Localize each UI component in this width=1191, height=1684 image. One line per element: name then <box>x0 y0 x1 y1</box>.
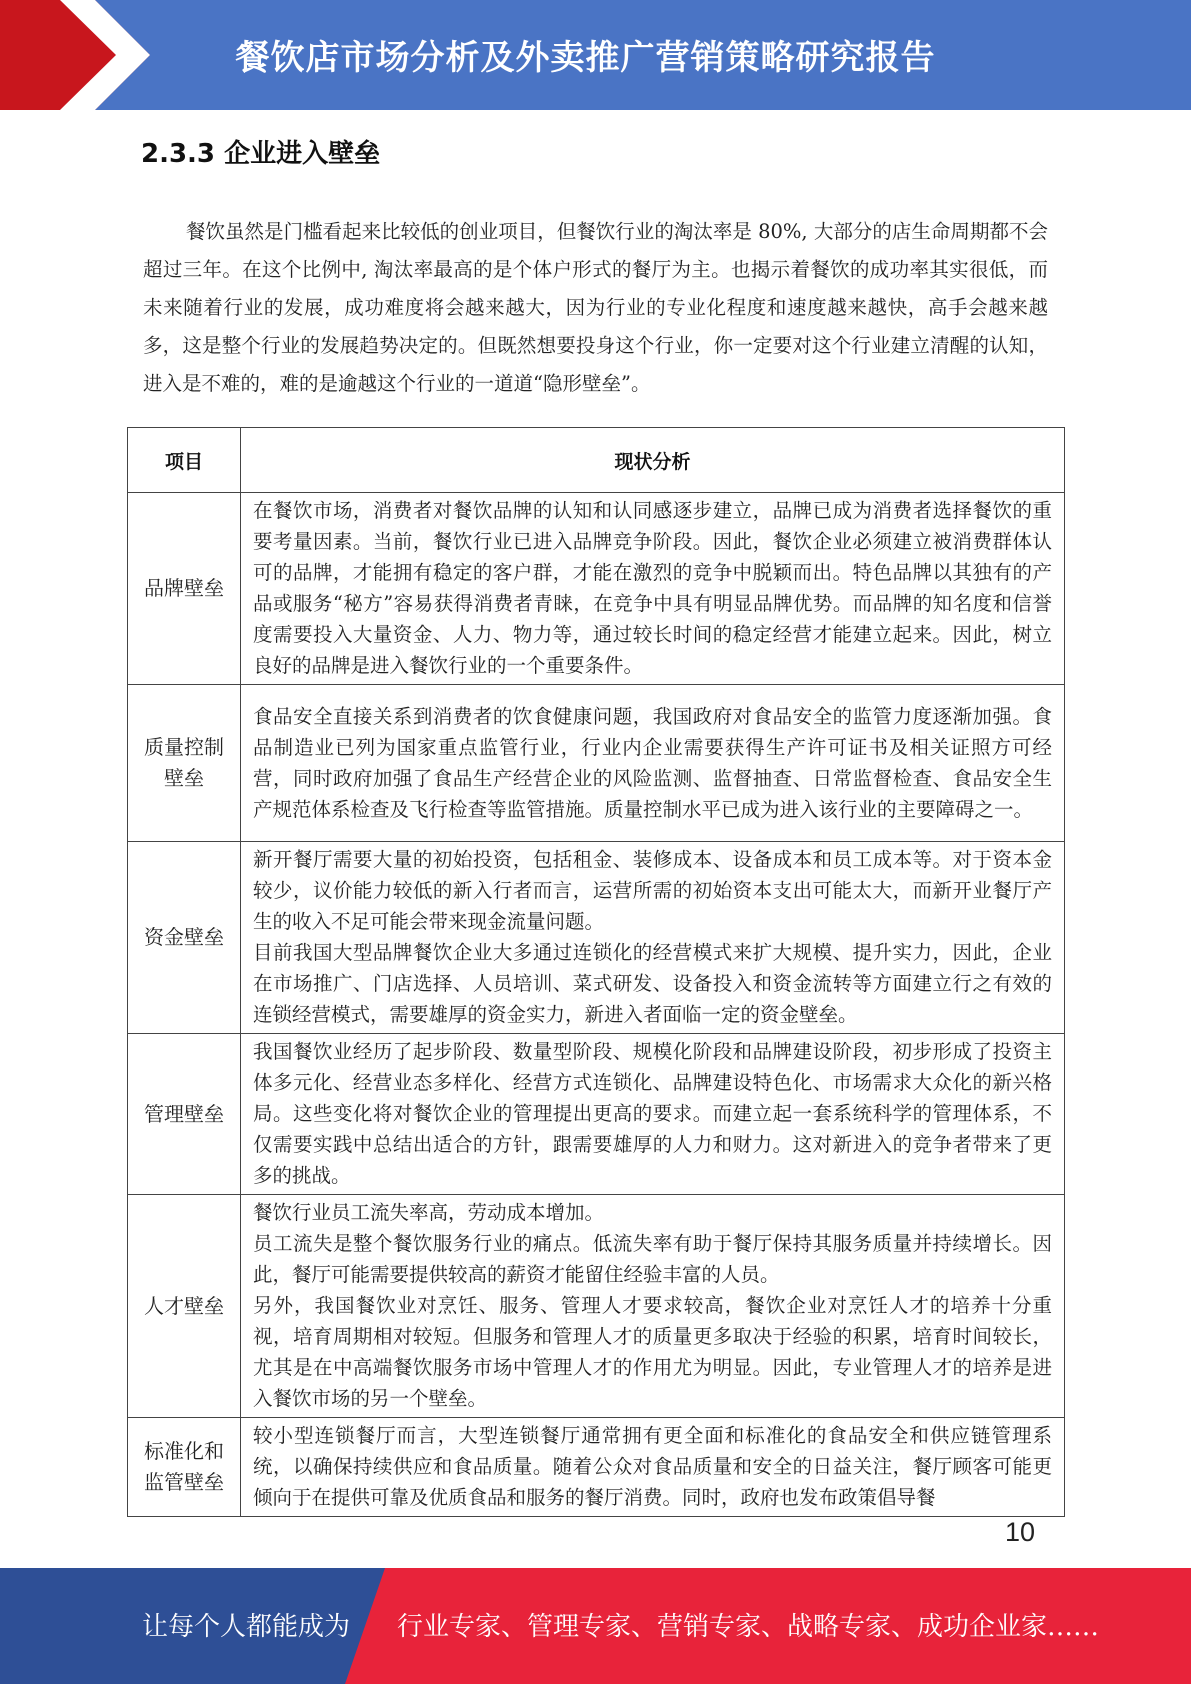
barrier-item: 品牌壁垒 <box>128 493 241 685</box>
analysis-paragraph: 食品安全直接关系到消费者的饮食健康问题，我国政府对食品安全的监管力度逐渐加强。食品制造业已列为国家重点监管行业，行业内企业需要获得生产许可证书及相关证照方可经营，同时政府加强了食品生产经营企业的风险监测、监督抽查、日常监督检查、食品安全生产规范体系检查及飞行检查等监管措施。质量控制水平已成为进入该行业的主要障碍之一。 <box>253 704 1052 821</box>
barrier-analysis <box>241 685 1065 842</box>
footer-slogan-left: 让每个人都能成为 <box>142 1612 351 1642</box>
entry-barrier-table <box>127 427 1065 1517</box>
table-row <box>128 842 1065 1034</box>
table-row <box>128 1418 1065 1517</box>
table-row <box>128 685 1065 842</box>
analysis-paragraph: 餐饮行业员工流失率高，劳动成本增加。 <box>253 1201 605 1224</box>
barrier-analysis <box>241 1418 1065 1517</box>
analysis-paragraph: 较小型连锁餐厅而言，大型连锁餐厅通常拥有更全面和标准化的食品安全和供应链管理系统，以确保持续供应和食品质量。随着公众对食品质量和安全的日益关注，餐厅顾客可能更倾向于在提供可靠及优质食品和服务的餐厅消费。同时，政府也发布政策倡导餐 <box>253 1424 1052 1509</box>
barrier-item: 标准化和监管壁垒 <box>128 1418 241 1517</box>
intro-paragraph: 餐饮虽然是门槛看起来比较低的创业项目，但餐饮行业的淘汰率是 80%, 大部分的店生命周期都不会超过三年。在这个比例中, 淘汰率最高的是个体户形式的餐厅为主。也揭示着餐饮的成功率其实很低，而未来随着行业的发展，成功难度将会越来越大，因为行业的专业化程度和速度越来越快，高手会越来越多，这是整个行业的发展趋势决定的。但既然想要投身这个行业，你一定要对这个行业建立清醒的认知，进入是不难的，难的是逾越这个行业的一道道“隐形壁垒”。 <box>143 220 1048 395</box>
barrier-analysis <box>241 842 1065 1034</box>
table-row <box>128 493 1065 685</box>
barrier-analysis <box>241 1195 1065 1418</box>
report-title: 餐饮店市场分析及外卖推广营销策略研究报告 <box>235 38 936 78</box>
barrier-analysis <box>241 493 1065 685</box>
footer-banner <box>0 1568 1191 1684</box>
header-analysis: 现状分析 <box>241 428 1065 493</box>
header-item: 项目 <box>128 428 241 493</box>
barrier-item: 人才壁垒 <box>128 1195 241 1418</box>
page-number: 10 <box>1005 1517 1036 1547</box>
barrier-item: 资金壁垒 <box>128 842 241 1034</box>
barrier-analysis <box>241 1034 1065 1195</box>
barrier-item: 管理壁垒 <box>128 1034 241 1195</box>
footer-slogan-right: 行业专家、管理专家、营销专家、战略专家、成功企业家…… <box>397 1612 1100 1642</box>
analysis-paragraph: 目前我国大型品牌餐饮企业大多通过连锁化的经营模式来扩大规模、提升实力，因此，企业在市场推广、门店选择、人员培训、菜式研发、设备投入和资金流转等方面建立行之有效的连锁经营模式，需要雄厚的资金实力，新进入者面临一定的资金壁垒。 <box>253 941 1052 1026</box>
analysis-paragraph: 员工流失是整个餐饮服务行业的痛点。低流失率有助于餐厅保持其服务质量并持续增长。因此，餐厅可能需要提供较高的薪资才能留住经验丰富的人员。 <box>253 1232 1052 1286</box>
table-row <box>128 1195 1065 1418</box>
table-row <box>128 1034 1065 1195</box>
header-arrow-decoration <box>0 0 160 110</box>
analysis-paragraph: 我国餐饮业经历了起步阶段、数量型阶段、规模化阶段和品牌建设阶段，初步形成了投资主体多元化、经营业态多样化、经营方式连锁化、品牌建设特色化、市场需求大众化的新兴格局。这些变化将对餐饮企业的管理提出更高的要求。而建立起一套系统科学的管理体系，不仅需要实践中总结出适合的方针，跟需要雄厚的人力和财力。这对新进入的竞争者带来了更多的挑战。 <box>253 1040 1052 1187</box>
section-heading: 2.3.3 企业进入壁垒 <box>141 139 381 169</box>
barrier-item: 质量控制壁垒 <box>128 685 241 842</box>
analysis-paragraph: 另外，我国餐饮业对烹饪、服务、管理人才要求较高，餐饮企业对烹饪人才的培养十分重视，培育周期相对较短。但服务和管理人才的质量更多取决于经验的积累，培育时间较长，尤其是在中高端餐饮服务市场中管理人才的作用尤为明显。因此，专业管理人才的培养是进入餐饮市场的另一个壁垒。 <box>253 1294 1052 1410</box>
analysis-paragraph: 新开餐厅需要大量的初始投资，包括租金、装修成本、设备成本和员工成本等。对于资本金较少，议价能力较低的新入行者而言，运营所需的初始资本支出可能太大，而新开业餐厅产生的收入不足可能会带来现金流量问题。 <box>253 848 1052 933</box>
analysis-paragraph: 在餐饮市场，消费者对餐饮品牌的认知和认同感逐步建立，品牌已成为消费者选择餐饮的重要考量因素。当前，餐饮行业已进入品牌竞争阶段。因此，餐饮企业必须建立被消费群体认可的品牌，才能拥有稳定的客户群，才能在激烈的竞争中脱颖而出。特色品牌以其独有的产品或服务“秘方”容易获得消费者青睐，在竞争中具有明显品牌优势。而品牌的知名度和信誉度需要投入大量资金、人力、物力等，通过较长时间的稳定经营才能建立起来。因此，树立良好的品牌是进入餐饮行业的一个重要条件。 <box>253 499 1052 677</box>
table-header-row <box>128 428 1065 493</box>
